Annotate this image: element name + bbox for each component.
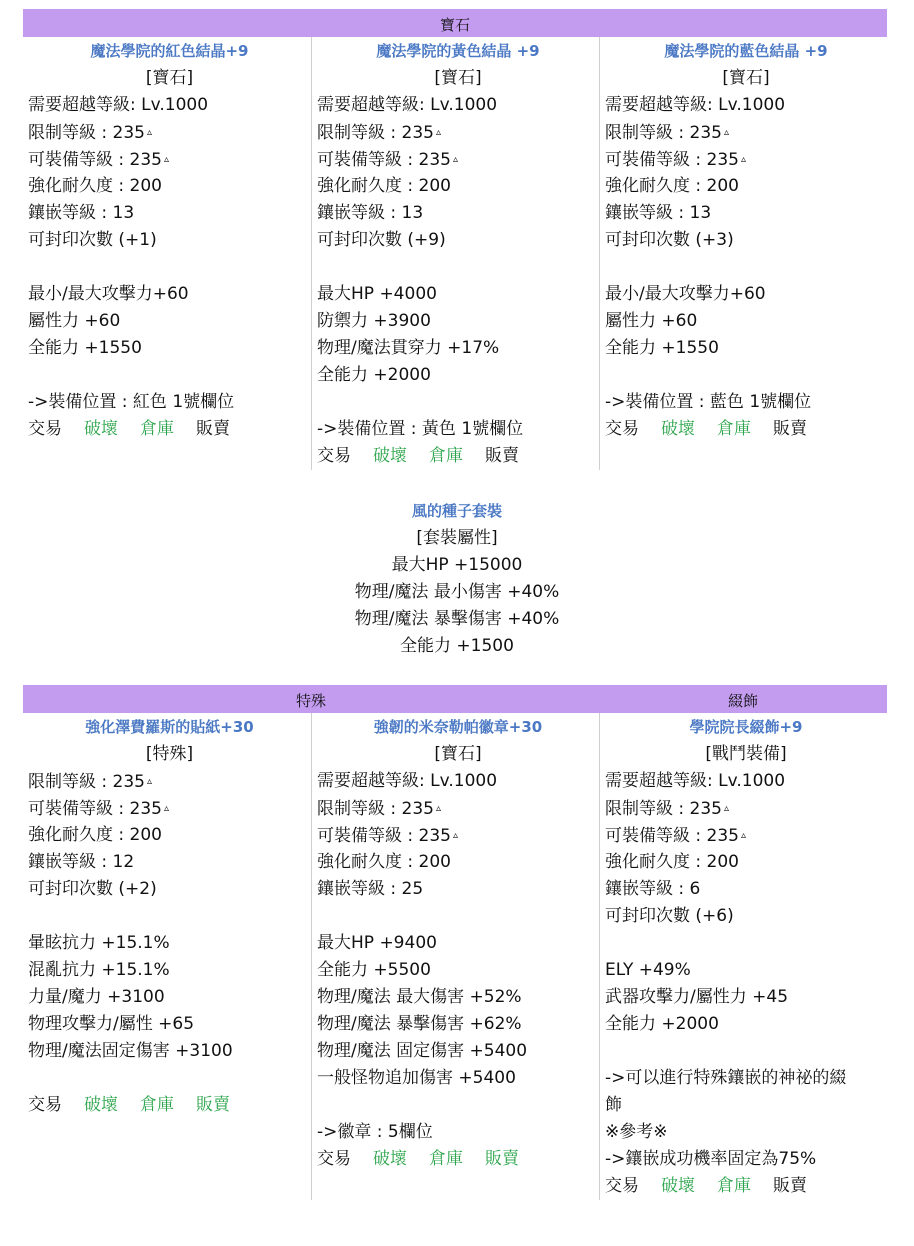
item-actions [317, 443, 599, 470]
item-card-sticker [23, 713, 311, 1200]
item-actions [28, 1092, 311, 1119]
limit-level-row [605, 119, 887, 146]
set-stat-line: 最大HP +15000 [391, 555, 523, 575]
inlay-level: 鑲嵌等級 : 13 [317, 203, 424, 223]
limit-level: 限制等級 : 235 [317, 799, 434, 819]
sell-action[interactable]: 販賣 [196, 419, 230, 439]
destroy-action[interactable]: 破壞 [661, 1176, 695, 1196]
stat-line: 物理/魔法 固定傷害 +5400 [317, 1041, 528, 1061]
stat-line: 物理/魔法固定傷害 +3100 [28, 1041, 233, 1061]
stat-line: 屬性力 +60 [605, 311, 698, 331]
sell-action[interactable]: 販賣 [485, 446, 519, 466]
item-name[interactable]: 魔法學院的紅色結晶+9 [90, 42, 249, 60]
durability: 強化耐久度 : 200 [317, 852, 451, 872]
item-category: [特殊] [145, 744, 194, 764]
stat-line: 全能力 +5500 [317, 960, 431, 980]
destroy-action[interactable]: 破壞 [373, 1149, 407, 1169]
triangle-icon: ▵ [452, 830, 459, 841]
item-card-emblem [599, 713, 887, 1200]
trade-action[interactable]: 交易 [28, 419, 62, 439]
equip-level: 可裝備等級 : 235 [317, 150, 451, 170]
equip-level-row [317, 146, 599, 173]
limit-level: 限制等級 : 235 [605, 123, 722, 143]
trade-action[interactable]: 交易 [28, 1095, 62, 1115]
equip-slot-note: ->裝備位置 : 藍色 1號欄位 [605, 392, 812, 412]
item-category: [戰鬥裝備] [705, 744, 787, 764]
destroy-action[interactable]: 破壞 [84, 1095, 118, 1115]
seal-count: 可封印次數 (+1) [28, 230, 157, 250]
inlay-level: 鑲嵌等級 : 13 [605, 203, 712, 223]
storage-action[interactable]: 倉庫 [429, 446, 463, 466]
sell-action[interactable]: 販賣 [485, 1149, 519, 1169]
triangle-icon: ▵ [452, 154, 459, 165]
limit-level-row [317, 119, 599, 146]
destroy-action[interactable]: 破壞 [84, 419, 118, 439]
emblem-note-line: ※參考※ [605, 1122, 668, 1142]
limit-level-row [605, 795, 887, 822]
inlay-level: 鑲嵌等級 : 25 [317, 879, 424, 899]
sell-action[interactable]: 販賣 [773, 1176, 807, 1196]
required-level: 需要超越等級: Lv.1000 [605, 95, 786, 115]
storage-action[interactable]: 倉庫 [140, 419, 174, 439]
set-stat-line: 全能力 +1500 [400, 636, 514, 656]
stat-line: 物理/魔法 最大傷害 +52% [317, 987, 522, 1007]
stat-line: 混亂抗力 +15.1% [28, 960, 170, 980]
equip-level: 可裝備等級 : 235 [605, 826, 739, 846]
equip-level: 可裝備等級 : 235 [317, 826, 451, 846]
item-category: [寶石] [722, 68, 770, 88]
triangle-icon: ▵ [740, 154, 747, 165]
durability: 強化耐久度 : 200 [28, 176, 162, 196]
stat-line: 最小/最大攻擊力+60 [605, 284, 766, 304]
limit-level-row [28, 768, 311, 795]
inlay-level: 鑲嵌等級 : 13 [28, 203, 135, 223]
item-name[interactable]: 魔法學院的黃色結晶 +9 [376, 42, 540, 60]
stat-line: 全能力 +1550 [605, 338, 719, 358]
limit-level: 限制等級 : 235 [28, 772, 145, 792]
item-actions [605, 1173, 887, 1200]
stat-line: 物理/魔法貫穿力 +17% [317, 338, 500, 358]
sell-action[interactable]: 販賣 [773, 419, 807, 439]
stat-line: 屬性力 +60 [28, 311, 121, 331]
special-section-header [23, 685, 887, 713]
limit-level: 限制等級 : 235 [605, 799, 722, 819]
set-bonus-block [0, 497, 914, 660]
trade-action[interactable]: 交易 [317, 446, 351, 466]
stat-line: 一般怪物追加傷害 +5400 [317, 1068, 516, 1088]
equip-level-row [605, 146, 887, 173]
stat-line: 暈眩抗力 +15.1% [28, 933, 170, 953]
special-items-grid [23, 713, 887, 1200]
item-name[interactable]: 強韌的米奈勒帕徽章+30 [373, 718, 543, 736]
destroy-action[interactable]: 破壞 [661, 419, 695, 439]
trade-action[interactable]: 交易 [317, 1149, 351, 1169]
storage-action[interactable]: 倉庫 [140, 1095, 174, 1115]
equip-level-row [28, 146, 311, 173]
gem-section-label: 寶石 [439, 16, 470, 34]
item-name[interactable]: 強化澤費羅斯的貼紙+30 [85, 718, 254, 736]
stat-line: ELY +49% [605, 960, 691, 980]
equip-level-row [605, 822, 887, 849]
item-category: [寶石] [434, 68, 482, 88]
equip-level: 可裝備等級 : 235 [28, 150, 162, 170]
special-section-label: 特殊 [295, 692, 326, 710]
triangle-icon: ▵ [723, 127, 730, 138]
stat-line: 最大HP +4000 [317, 284, 437, 304]
stat-line: 最大HP +9400 [317, 933, 437, 953]
stat-line: 全能力 +1550 [28, 338, 142, 358]
equip-slot-note: ->裝備位置 : 紅色 1號欄位 [28, 392, 235, 412]
seal-count: 可封印次數 (+6) [605, 906, 734, 926]
equip-level: 可裝備等級 : 235 [28, 799, 162, 819]
equip-level-row [28, 795, 311, 822]
item-name[interactable]: 學院院長綴飾+9 [689, 718, 803, 736]
equip-level: 可裝備等級 : 235 [605, 150, 739, 170]
required-level: 需要超越等級: Lv.1000 [605, 771, 786, 791]
stat-line: 武器攻擊力/屬性力 +45 [605, 987, 789, 1007]
set-stat-line: 物理/魔法 最小傷害 +40% [354, 582, 560, 602]
item-actions [317, 1146, 599, 1173]
seal-count: 可封印次數 (+2) [28, 879, 157, 899]
seal-count: 可封印次數 (+3) [605, 230, 734, 250]
stat-line: 力量/魔力 +3100 [28, 987, 165, 1007]
triangle-icon: ▵ [435, 127, 442, 138]
emblem-note-line: ->鑲嵌成功機率固定為75% [605, 1149, 817, 1169]
triangle-icon: ▵ [146, 776, 153, 787]
triangle-icon: ▵ [163, 154, 170, 165]
item-card-badge [311, 713, 599, 1200]
storage-action[interactable]: 倉庫 [429, 1149, 463, 1169]
stat-line: 全能力 +2000 [605, 1014, 719, 1034]
set-stat-line: 物理/魔法 暴擊傷害 +40% [354, 609, 560, 629]
stat-line: 防禦力 +3900 [317, 311, 431, 331]
trade-action[interactable]: 交易 [605, 1176, 639, 1196]
sell-action[interactable]: 販賣 [196, 1095, 230, 1115]
item-name[interactable]: 魔法學院的藍色結晶 +9 [664, 42, 828, 60]
seal-count: 可封印次數 (+9) [317, 230, 446, 250]
stat-line: 物理攻擊力/屬性 +65 [28, 1014, 195, 1034]
required-level: 需要超越等級: Lv.1000 [317, 95, 498, 115]
item-card-red-crystal [23, 37, 311, 470]
limit-level: 限制等級 : 235 [317, 123, 434, 143]
item-category: [寶石] [145, 68, 194, 88]
durability: 強化耐久度 : 200 [28, 825, 162, 845]
limit-level-row [317, 795, 599, 822]
inlay-level: 鑲嵌等級 : 6 [605, 879, 701, 899]
stat-line: 全能力 +2000 [317, 365, 431, 385]
stat-line: 物理/魔法 暴擊傷害 +62% [317, 1014, 522, 1034]
item-card-yellow-crystal [311, 37, 599, 470]
emblem-section-label: 綴飾 [727, 692, 758, 710]
durability: 強化耐久度 : 200 [317, 176, 451, 196]
triangle-icon: ▵ [163, 803, 170, 814]
storage-action[interactable]: 倉庫 [717, 419, 751, 439]
set-name[interactable]: 風的種子套裝 [411, 502, 502, 520]
trade-action[interactable]: 交易 [605, 419, 639, 439]
equip-slot-note: ->裝備位置 : 黃色 1號欄位 [317, 419, 524, 439]
inlay-level: 鑲嵌等級 : 12 [28, 852, 135, 872]
emblem-note-line: ->可以進行特殊鑲嵌的神祕的綴 [605, 1068, 847, 1088]
triangle-icon: ▵ [435, 803, 442, 814]
destroy-action[interactable]: 破壞 [373, 446, 407, 466]
gem-items-grid [23, 37, 887, 470]
badge-slot-note: ->徽章 : 5欄位 [317, 1122, 433, 1142]
durability: 強化耐久度 : 200 [605, 852, 739, 872]
limit-level-row [28, 119, 311, 146]
required-level: 需要超越等級: Lv.1000 [317, 771, 498, 791]
emblem-note-line: 飾 [605, 1095, 622, 1115]
storage-action[interactable]: 倉庫 [717, 1176, 751, 1196]
triangle-icon: ▵ [146, 127, 153, 138]
triangle-icon: ▵ [740, 830, 747, 841]
set-category: [套裝屬性] [416, 528, 498, 548]
item-card-blue-crystal [599, 37, 887, 470]
required-level: 需要超越等級: Lv.1000 [28, 95, 209, 115]
item-category: [寶石] [434, 744, 482, 764]
durability: 強化耐久度 : 200 [605, 176, 739, 196]
gem-section-header [23, 9, 887, 37]
triangle-icon: ▵ [723, 803, 730, 814]
stat-line: 最小/最大攻擊力+60 [28, 284, 189, 304]
limit-level: 限制等級 : 235 [28, 123, 145, 143]
equip-level-row [317, 822, 599, 849]
item-actions [28, 416, 311, 443]
item-actions [605, 416, 887, 443]
